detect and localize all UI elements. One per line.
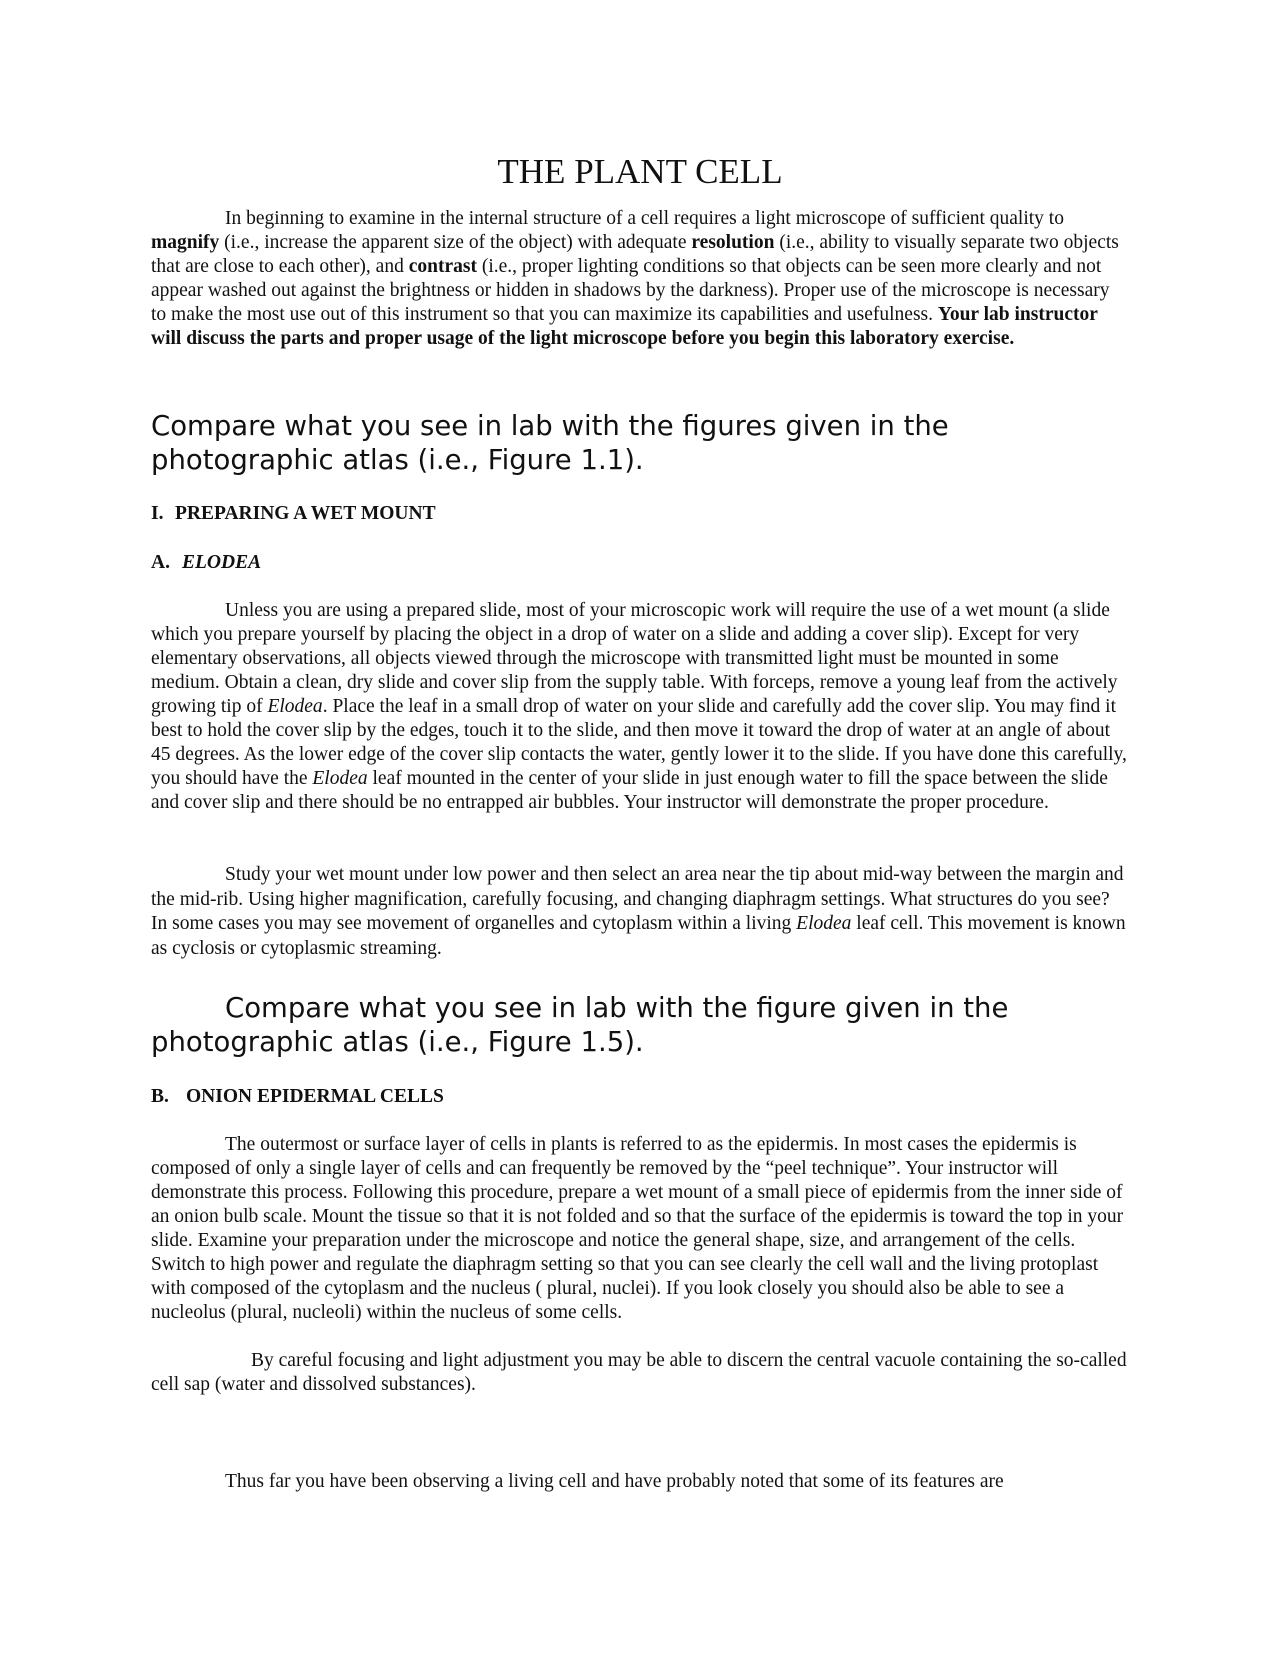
section-heading-wet-mount: I. PREPARING A WET MOUNT bbox=[151, 503, 436, 524]
onion-paragraph-1: The outermost or surface layer of cells in plants is referred to as the epidermis. In most cases the epidermis is composed of only a single layer of cells and can frequently be removed by the “peel technique”. Your instructor will demonstrate this process. Following this procedure, prepare a wet mount of a small piece of epidermis from the inner side of an onion bulb scale. Mount the tissue so that it is not folded and so that the surface of the epidermis is toward the top in your slide. Examine your preparation under the microscope and notice the general shape, size, and arrangement of the cells. Switch to high power and regulate the diaphragm setting so that you can see clearly the cell wall and the living protoplast with composed of the cytoplasm and the nucleus ( plural, nuclei). If you look closely you should also be able to see a nucleolus (plural, nucleoli) within the nucleus of some cells. bbox=[151, 1134, 1124, 1323]
species-name: Elodea bbox=[796, 913, 852, 934]
onion-paragraph-2: By careful focusing and light adjustment you may be able to discern the central vacuole containing the so-called cell sap (water and dissolved substances). bbox=[151, 1350, 1127, 1395]
subsection-heading-onion: B. ONION EPIDERMAL CELLS bbox=[151, 1086, 444, 1107]
subsection-heading-elodea: A. ELODEA bbox=[151, 552, 262, 573]
term-contrast: contrast bbox=[408, 256, 477, 277]
elodea-paragraph-2: Study your wet mount under low power and then select an area near the tip about mid-way between the margin and the mid-rib. Using higher magnification, carefully focusing, and changing diaphragm settings. What structures do you see? In some cases you may see movement of organelles and cytoplasm within a living Elodea leaf cell. This movement is known as cyclosis or cytoplasmic streaming. bbox=[151, 864, 1126, 959]
term-resolution: resolution bbox=[691, 232, 775, 253]
compare-heading-figure-1-5: Compare what you see in lab with the figure given in the photographic atlas (i.e., Figure 1.5). bbox=[151, 992, 1009, 1058]
intro-paragraph: In beginning to examine in the internal structure of a cell requires a light microscope of sufficient quality to magnify (i.e., increase the apparent size of the object) with adequate resolution (i.e., ability to visually separate two objects that are close to each other), and contrast (i.e., proper lighting conditions so that objects can be seen more clearly and not appear washed out against the brightness or hidden in shadows by the darkness). Proper use of the microscope is necessary to make the most use out of this instrument so that you can maximize its capabilities and usefulness. Your lab instructor will discuss the parts and proper usage of the light microscope before you begin this laboratory exercise. bbox=[151, 208, 1119, 349]
instructor-note: Your lab instructor will discuss the parts and proper usage of the light microscope before you begin this laboratory exercise. bbox=[151, 304, 1098, 349]
species-name: Elodea bbox=[267, 696, 323, 717]
elodea-paragraph-1: Unless you are using a prepared slide, most of your microscopic work will require the use of a wet mount (a slide which you prepare yourself by placing the object in a drop of water on a slide and adding a cover slip). Except for very elementary observations, all objects viewed through the microscope with transmitted light must be mounted in some medium. Obtain a clean, dry slide and cover slip from the supply table. With forceps, remove a young leaf from the actively growing tip of Elodea. Place the leaf in a small drop of water on your slide and carefully add the cover slip. You may find it best to hold the cover slip by the edges, touch it to the slide, and then move it toward the drop of water at an angle of about 45 degrees. As the lower edge of the cover slip contacts the water, gently lower it to the slide. If you have done this carefully, you should have the Elodea leaf mounted in the center of your slide in just enough water to fill the space between the slide and cover slip and there should be no entrapped air bubbles. Your instructor will demonstrate the proper procedure. bbox=[151, 600, 1127, 813]
page-title: THE PLANT CELL bbox=[497, 152, 783, 191]
final-paragraph: Thus far you have been observing a living cell and have probably noted that some of its features are bbox=[225, 1471, 1004, 1492]
term-magnify: magnify bbox=[151, 232, 220, 253]
compare-heading-figure-1-1: Compare what you see in lab with the figures given in the photographic atlas (i.e., Figure 1.1). bbox=[151, 410, 949, 476]
species-name: Elodea bbox=[312, 768, 368, 789]
